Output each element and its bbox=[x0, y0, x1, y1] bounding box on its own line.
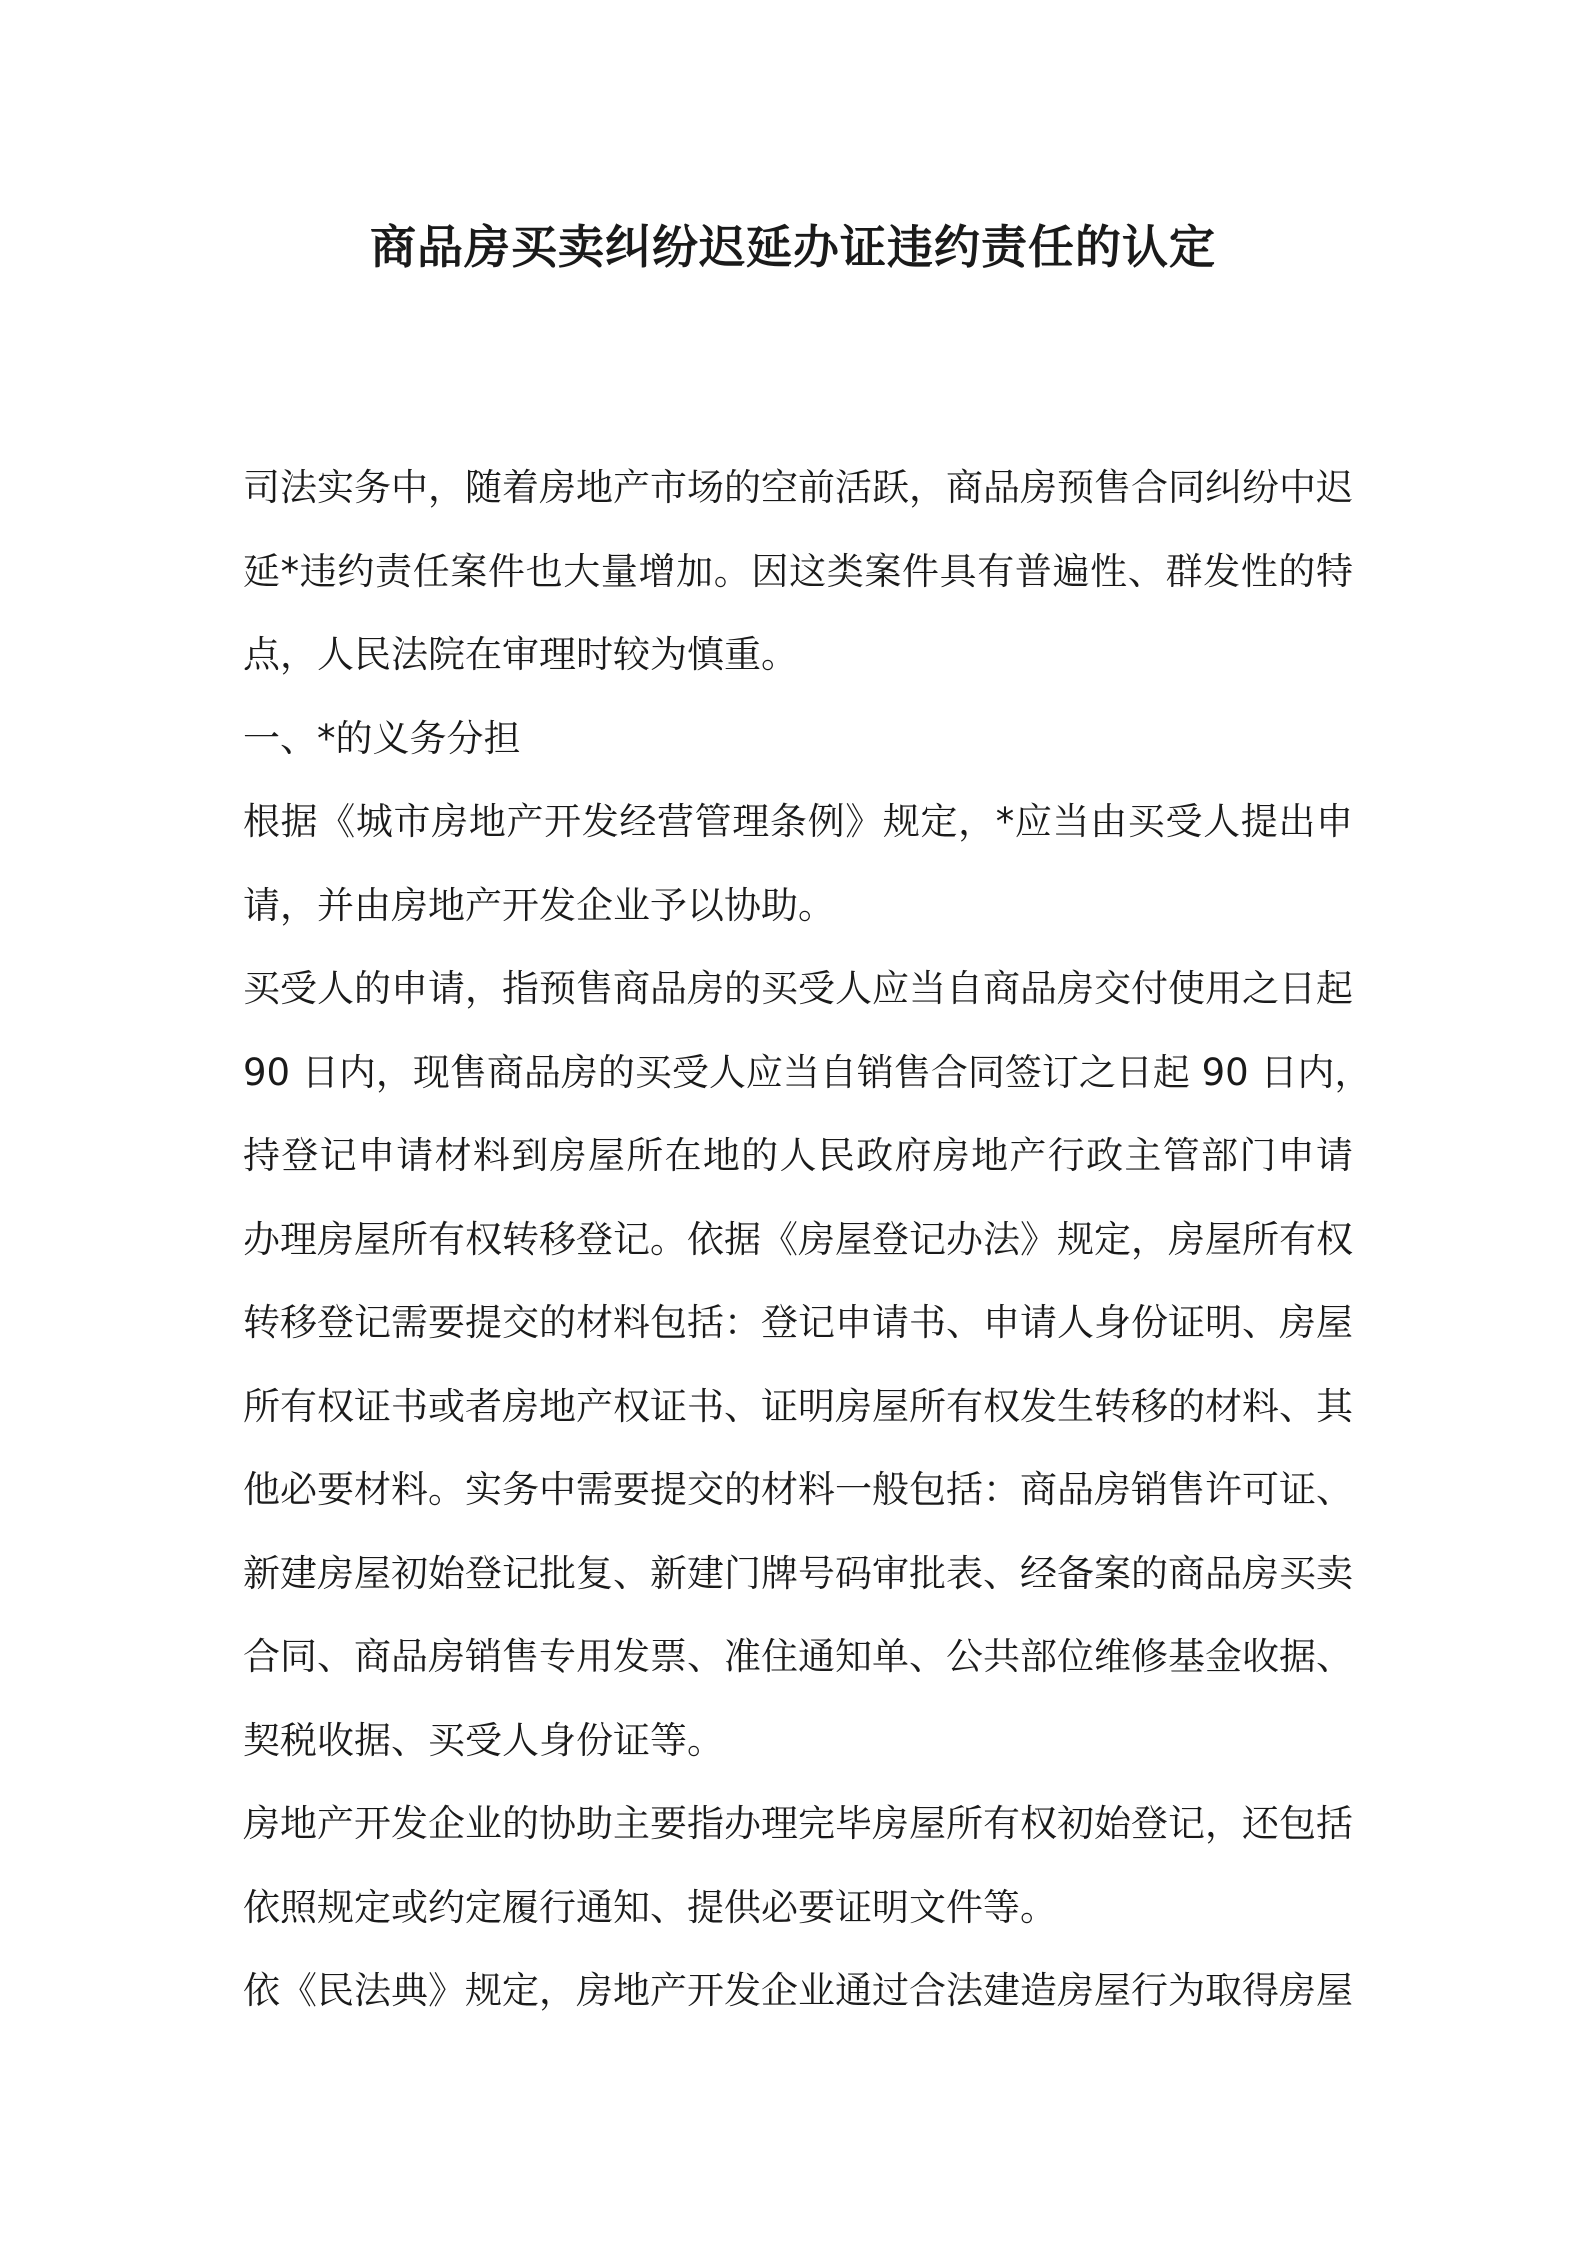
body-line: 根据《城市房地产开发经营管理条例》规定，*应当由买受人提出申 bbox=[243, 800, 1353, 843]
body-line: 合同、商品房销售专用发票、准住通知单、公共部位维修基金收据、 bbox=[243, 1635, 1353, 1678]
body-line: 契税收据、买受人身份证等。 bbox=[243, 1718, 724, 1762]
body-line: 延*违约责任案件也大量增加。因这类案件具有普遍性、群发性的特 bbox=[243, 549, 1353, 593]
body-line: 依照规定或约定履行通知、提供必要证明文件等。 bbox=[243, 1885, 1057, 1929]
body-line: 所有权证书或者房地产权证书、证明房屋所有权发生转移的材料、其 bbox=[243, 1384, 1353, 1428]
body-line: 依《民法典》规定，房地产开发企业通过合法建造房屋行为取得房屋 bbox=[243, 1969, 1353, 2012]
body-line: 房地产开发企业的协助主要指办理完毕房屋所有权初始登记，还包括 bbox=[243, 1802, 1353, 1845]
body-line: 他必要材料。实务中需要提交的材料一般包括：商品房销售许可证、 bbox=[243, 1468, 1353, 1511]
document-title: 商品房买卖纠纷迟延办证违约责任的认定 bbox=[370, 220, 1216, 274]
body-line: 请，并由房地产开发企业予以协助。 bbox=[243, 883, 835, 927]
body-line: 转移登记需要提交的材料包括：登记申请书、申请人身份证明、房屋 bbox=[243, 1301, 1353, 1344]
body-line: 90 日内，现售商品房的买受人应当自销售合同签订之日起 90 日内， bbox=[243, 1050, 1372, 1094]
body-line: 新建房屋初始登记批复、新建门牌号码审批表、经备案的商品房买卖 bbox=[243, 1551, 1353, 1595]
body-line: 买受人的申请，指预售商品房的买受人应当自商品房交付使用之日起 bbox=[243, 967, 1353, 1010]
body-line: 办理房屋所有权转移登记。依据《房屋登记办法》规定，房屋所有权 bbox=[243, 1217, 1353, 1261]
document-body bbox=[243, 446, 1372, 2033]
body-line: 司法实务中，随着房地产市场的空前活跃，商品房预售合同纠纷中迟 bbox=[243, 466, 1353, 509]
body-line: 点，人民法院在审理时较为慎重。 bbox=[243, 633, 798, 676]
body-line: 持登记申请材料到房屋所在地的人民政府房地产行政主管部门申请 bbox=[243, 1134, 1353, 1177]
section-heading: 一、*的义务分担 bbox=[243, 716, 521, 760]
